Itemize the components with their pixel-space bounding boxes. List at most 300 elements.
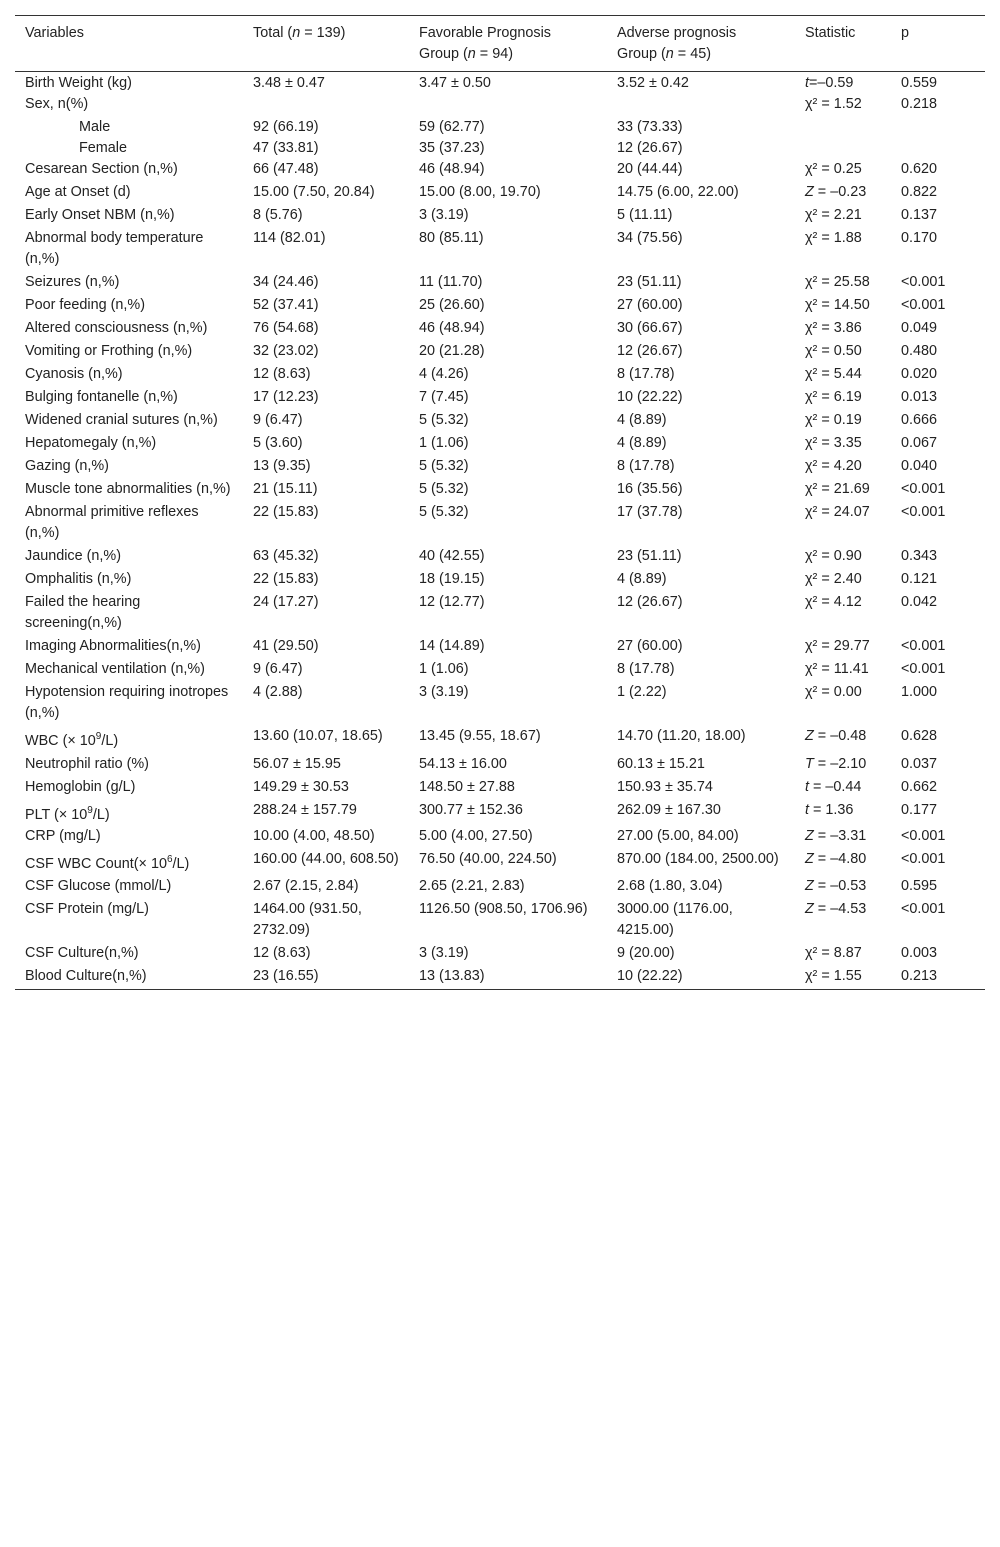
table-row <box>15 456 985 479</box>
cell-statistic <box>795 117 891 138</box>
cell-statistic <box>795 182 891 205</box>
cell-variable <box>15 272 243 295</box>
cell-total <box>243 94 409 117</box>
cell-statistic <box>795 726 891 754</box>
cell-variable <box>15 777 243 800</box>
cell-adverse: 20 (44.44) <box>617 161 683 177</box>
cell-adverse: 27.00 (5.00, 84.00) <box>617 827 739 844</box>
prognosis-table <box>15 15 985 990</box>
statistic-symbol: T <box>805 755 814 772</box>
statistic-symbol: χ² <box>805 638 818 654</box>
cell-adverse: 4 (8.89) <box>617 571 667 587</box>
header-adverse-prefix: Group ( <box>617 46 666 62</box>
cell-variable <box>15 295 243 318</box>
cell-p: 0.218 <box>901 96 938 112</box>
cell-favorable: 20 (21.28) <box>419 343 485 359</box>
table-row <box>15 479 985 502</box>
statistic-symbol: χ² <box>805 96 818 112</box>
cell-favorable: 54.13 ± 16.00 <box>419 755 507 772</box>
cell-variable <box>15 94 243 117</box>
cell-statistic <box>795 456 891 479</box>
table-row <box>15 659 985 682</box>
cell-p: 0.213 <box>901 968 938 985</box>
statistic-value: = 14.50 <box>817 297 870 313</box>
table-row <box>15 364 985 387</box>
cell-p: 0.822 <box>901 184 938 200</box>
variable-label: Neutrophil ratio (%) <box>25 755 149 772</box>
table-row <box>15 182 985 205</box>
cell-variable <box>15 456 243 479</box>
statistic-value: = 2.21 <box>817 207 862 223</box>
variable-label: PLT (× 10 <box>25 806 88 823</box>
cell-adverse: 60.13 ± 15.21 <box>617 755 705 772</box>
header-favorable-suffix: = 94) <box>475 46 514 62</box>
cell-total: 2.67 (2.15, 2.84) <box>253 878 359 895</box>
cell-p <box>891 117 985 138</box>
cell-favorable: 76.50 (40.00, 224.50) <box>419 850 557 867</box>
cell-total: 5 (3.60) <box>253 435 303 451</box>
table-row <box>15 754 985 777</box>
cell-p <box>891 138 985 159</box>
statistic-symbol: χ² <box>805 297 818 313</box>
cell-adverse: 12 (26.67) <box>617 594 683 610</box>
statistic-value: = –4.53 <box>813 901 867 918</box>
cell-p: 0.480 <box>901 343 938 359</box>
cell-total: 13.60 (10.07, 18.65) <box>253 728 383 744</box>
cell-variable <box>15 138 243 159</box>
cell-favorable: 15.00 (8.00, 19.70) <box>419 184 541 200</box>
table-row <box>15 295 985 318</box>
cell-variable <box>15 117 243 138</box>
cell-favorable: 12 (12.77) <box>419 594 485 610</box>
cell-favorable: 46 (48.94) <box>419 320 485 336</box>
variable-label: CSF Protein (mg/L) <box>25 901 149 918</box>
variable-label: Abnormal body temperature (n,%) <box>25 230 204 267</box>
statistic-value: = 11.41 <box>817 661 869 677</box>
cell-variable <box>15 433 243 456</box>
cell-total: 10.00 (4.00, 48.50) <box>253 827 375 844</box>
cell-variable <box>15 966 243 990</box>
cell-favorable: 13 (13.83) <box>419 968 485 985</box>
cell-adverse: 4 (8.89) <box>617 435 667 451</box>
statistic-symbol: Z <box>805 728 814 744</box>
cell-adverse: 16 (35.56) <box>617 481 683 497</box>
table-row <box>15 138 985 159</box>
table-row <box>15 433 985 456</box>
cell-total: 41 (29.50) <box>253 638 319 654</box>
variable-label: Gazing (n,%) <box>25 458 109 474</box>
variable-label: CSF WBC Count(× 10 <box>25 855 167 872</box>
cell-total: 149.29 ± 30.53 <box>253 778 349 795</box>
statistic-value: = 24.07 <box>817 504 870 520</box>
statistic-value: = 4.20 <box>817 458 862 474</box>
statistic-value: = –4.80 <box>813 850 867 867</box>
cell-variable <box>15 943 243 966</box>
statistic-value: = 29.77 <box>817 638 870 654</box>
cell-variable <box>15 182 243 205</box>
cell-variable <box>15 659 243 682</box>
table-row <box>15 826 985 849</box>
cell-adverse: 9 (20.00) <box>617 945 675 962</box>
cell-favorable: 1 (1.06) <box>419 435 469 451</box>
cell-total: 4 (2.88) <box>253 684 303 700</box>
statistic-value: = –0.53 <box>813 878 867 895</box>
cell-total: 76 (54.68) <box>253 320 319 336</box>
header-favorable <box>409 16 607 72</box>
variable-label: Bulging fontanelle (n,%) <box>25 389 178 405</box>
cell-statistic <box>795 433 891 456</box>
cell-total: 13 (9.35) <box>253 458 311 474</box>
table-row <box>15 410 985 433</box>
header-adverse-suffix: = 45) <box>673 46 712 62</box>
variable-unit: /L) <box>101 732 119 749</box>
variable-label: Male <box>79 119 111 135</box>
table-row <box>15 546 985 569</box>
statistic-symbol: χ² <box>805 366 818 382</box>
cell-adverse: 14.75 (6.00, 22.00) <box>617 184 739 200</box>
cell-p: 0.042 <box>901 594 938 610</box>
cell-p: 0.170 <box>901 230 938 246</box>
cell-p: <0.001 <box>901 481 946 497</box>
cell-adverse: 4 (8.89) <box>617 412 667 428</box>
cell-variable <box>15 826 243 849</box>
table-body <box>15 72 985 990</box>
statistic-symbol: χ² <box>805 435 818 451</box>
cell-statistic <box>795 636 891 659</box>
cell-total: 3.48 ± 0.47 <box>253 75 325 91</box>
statistic-value: = 0.90 <box>817 548 862 564</box>
cell-favorable <box>409 94 607 117</box>
cell-total: 12 (8.63) <box>253 366 311 382</box>
table-row <box>15 943 985 966</box>
cell-favorable: 148.50 ± 27.88 <box>419 778 515 795</box>
variable-label: Poor feeding (n,%) <box>25 297 145 313</box>
cell-variable <box>15 159 243 182</box>
cell-variable <box>15 592 243 636</box>
variable-label: Age at Onset (d) <box>25 184 131 200</box>
header-adverse-line1: Adverse prognosis <box>617 25 737 41</box>
cell-statistic <box>795 754 891 777</box>
statistic-value: = 5.44 <box>817 366 862 382</box>
cell-variable <box>15 682 243 726</box>
cell-adverse: 14.70 (11.20, 18.00) <box>617 728 746 744</box>
header-favorable-n: n <box>467 46 476 62</box>
cell-adverse: 17 (37.78) <box>617 504 683 520</box>
cell-p: 0.559 <box>901 75 938 91</box>
header-statistic: Statistic <box>805 25 856 41</box>
cell-p: 0.628 <box>901 728 938 744</box>
cell-adverse: 12 (26.67) <box>617 343 683 359</box>
statistic-value: = 0.19 <box>817 412 862 428</box>
variable-exponent: 9 <box>95 731 102 742</box>
table-header <box>15 16 985 72</box>
statistic-symbol: χ² <box>805 412 818 428</box>
table-row <box>15 876 985 899</box>
variable-exponent: 6 <box>166 853 173 865</box>
cell-adverse: 23 (51.11) <box>617 548 682 564</box>
cell-statistic <box>795 387 891 410</box>
cell-favorable: 1126.50 (908.50, 1706.96) <box>419 901 588 918</box>
statistic-value: = 2.40 <box>817 571 862 587</box>
statistic-symbol: t <box>805 801 809 818</box>
table-row <box>15 592 985 636</box>
variable-label: Seizures (n,%) <box>25 274 120 290</box>
table-row <box>15 899 985 943</box>
cell-favorable: 5 (5.32) <box>419 458 469 474</box>
variable-unit: /L) <box>172 855 190 872</box>
cell-variable <box>15 72 243 95</box>
statistic-symbol: χ² <box>805 161 818 177</box>
cell-p: <0.001 <box>901 638 946 654</box>
cell-total: 24 (17.27) <box>253 594 319 610</box>
cell-p: 0.013 <box>901 389 938 405</box>
statistic-value: = 8.87 <box>817 945 862 962</box>
cell-adverse: 8 (17.78) <box>617 661 675 677</box>
variable-unit: /L) <box>92 806 110 823</box>
cell-statistic <box>795 410 891 433</box>
cell-adverse: 2.68 (1.80, 3.04) <box>617 878 723 895</box>
statistic-value: = 0.25 <box>817 161 862 177</box>
cell-p: 0.620 <box>901 161 938 177</box>
cell-p: 0.049 <box>901 320 938 336</box>
variable-label: Hemoglobin (g/L) <box>25 778 136 795</box>
statistic-value: = 3.35 <box>817 435 862 451</box>
cell-statistic <box>795 364 891 387</box>
statistic-symbol: χ² <box>805 504 818 520</box>
statistic-value: = 1.36 <box>809 801 854 818</box>
cell-favorable: 300.77 ± 152.36 <box>419 801 523 818</box>
cell-statistic <box>795 479 891 502</box>
cell-variable <box>15 849 243 877</box>
statistic-symbol: χ² <box>805 548 818 564</box>
data-table-container <box>15 15 985 990</box>
table-row <box>15 318 985 341</box>
cell-favorable: 40 (42.55) <box>419 548 485 564</box>
statistic-value: = –3.31 <box>813 827 867 844</box>
cell-adverse: 5 (11.11) <box>617 207 673 223</box>
cell-favorable: 14 (14.89) <box>419 638 485 654</box>
cell-statistic <box>795 777 891 800</box>
variable-label: Birth Weight (kg) <box>25 75 132 91</box>
table-row <box>15 341 985 364</box>
cell-adverse: 1 (2.22) <box>617 684 667 700</box>
header-favorable-prefix: Group ( <box>419 46 468 62</box>
cell-favorable: 3 (3.19) <box>419 945 469 962</box>
table-row <box>15 117 985 138</box>
cell-p: 0.040 <box>901 458 938 474</box>
table-row <box>15 272 985 295</box>
cell-p: 0.020 <box>901 366 938 382</box>
variable-label: Mechanical ventilation (n,%) <box>25 661 205 677</box>
cell-p: 0.666 <box>901 412 938 428</box>
statistic-value: = 0.50 <box>817 343 862 359</box>
table-row <box>15 387 985 410</box>
cell-adverse: 3.52 ± 0.42 <box>617 75 689 91</box>
cell-adverse: 27 (60.00) <box>617 297 683 313</box>
statistic-symbol: χ² <box>805 320 818 336</box>
cell-variable <box>15 754 243 777</box>
header-variables: Variables <box>25 25 84 41</box>
cell-favorable: 25 (26.60) <box>419 297 485 313</box>
cell-statistic <box>795 569 891 592</box>
cell-statistic <box>795 159 891 182</box>
statistic-value: = –0.44 <box>809 778 862 795</box>
cell-favorable: 1 (1.06) <box>419 661 469 677</box>
cell-statistic <box>795 272 891 295</box>
statistic-symbol: χ² <box>805 458 818 474</box>
statistic-symbol: χ² <box>805 343 818 359</box>
cell-total: 17 (12.23) <box>253 389 319 405</box>
header-adverse-n: n <box>665 46 674 62</box>
cell-statistic <box>795 341 891 364</box>
cell-p: 0.067 <box>901 435 938 451</box>
cell-total: 8 (5.76) <box>253 207 303 223</box>
cell-favorable: 3.47 ± 0.50 <box>419 75 491 91</box>
statistic-symbol: Z <box>805 878 814 895</box>
cell-statistic <box>795 295 891 318</box>
statistic-symbol: t <box>805 75 809 91</box>
table-row <box>15 159 985 182</box>
statistic-symbol: χ² <box>805 274 818 290</box>
cell-p: 0.343 <box>901 548 938 564</box>
header-favorable-line1: Favorable Prognosis <box>419 25 551 41</box>
statistic-value: =–0.59 <box>809 75 854 91</box>
cell-statistic <box>795 318 891 341</box>
table-row <box>15 726 985 754</box>
cell-statistic <box>795 800 891 826</box>
variable-label: Vomiting or Frothing (n,%) <box>25 343 193 359</box>
table-row <box>15 800 985 826</box>
cell-favorable: 13.45 (9.55, 18.67) <box>419 728 541 744</box>
statistic-symbol: χ² <box>805 968 818 985</box>
statistic-symbol: χ² <box>805 684 818 700</box>
cell-variable <box>15 800 243 826</box>
cell-favorable: 80 (85.11) <box>419 230 484 246</box>
cell-adverse <box>607 94 795 117</box>
variable-label: WBC (× 10 <box>25 732 96 749</box>
statistic-symbol: χ² <box>805 207 818 223</box>
variable-label: Widened cranial sutures (n,%) <box>25 412 218 428</box>
cell-favorable: 3 (3.19) <box>419 207 469 223</box>
statistic-value: = 1.88 <box>817 230 862 246</box>
statistic-symbol: χ² <box>805 661 818 677</box>
cell-adverse: 8 (17.78) <box>617 458 675 474</box>
cell-statistic <box>795 876 891 899</box>
cell-statistic <box>795 849 891 877</box>
cell-total: 56.07 ± 15.95 <box>253 755 341 772</box>
cell-p: 0.662 <box>901 778 938 795</box>
cell-statistic <box>795 682 891 726</box>
variable-label: Cyanosis (n,%) <box>25 366 123 382</box>
cell-statistic <box>795 72 891 95</box>
cell-total: 9 (6.47) <box>253 412 303 428</box>
statistic-symbol: Z <box>805 850 814 867</box>
cell-variable <box>15 569 243 592</box>
cell-adverse: 34 (75.56) <box>617 230 683 246</box>
cell-statistic <box>795 94 891 117</box>
cell-variable <box>15 479 243 502</box>
cell-p: 0.177 <box>901 801 938 818</box>
cell-variable <box>15 636 243 659</box>
cell-total: 92 (66.19) <box>253 119 319 135</box>
cell-variable <box>15 387 243 410</box>
cell-total: 15.00 (7.50, 20.84) <box>253 184 375 200</box>
cell-statistic <box>795 138 891 159</box>
variable-label: Imaging Abnormalities(n,%) <box>25 638 201 654</box>
cell-p: 1.000 <box>901 684 938 700</box>
table-row <box>15 849 985 877</box>
statistic-symbol: Z <box>805 901 814 918</box>
statistic-symbol: Z <box>805 827 814 844</box>
variable-label: Altered consciousness (n,%) <box>25 320 208 336</box>
cell-p: 0.121 <box>901 571 938 587</box>
cell-total: 23 (16.55) <box>253 968 319 985</box>
cell-total: 288.24 ± 157.79 <box>253 801 357 818</box>
cell-variable <box>15 726 243 754</box>
cell-variable <box>15 502 243 546</box>
cell-p: 0.037 <box>901 755 938 772</box>
header-total-prefix: Total ( <box>253 25 293 41</box>
cell-variable <box>15 341 243 364</box>
cell-total: 66 (47.48) <box>253 161 319 177</box>
variable-label: Jaundice (n,%) <box>25 548 121 564</box>
cell-total: 22 (15.83) <box>253 504 319 520</box>
cell-variable <box>15 410 243 433</box>
variable-label: Female <box>79 140 127 156</box>
cell-variable <box>15 205 243 228</box>
cell-p: <0.001 <box>901 901 946 918</box>
variable-label: Blood Culture(n,%) <box>25 968 147 985</box>
cell-adverse: 262.09 ± 167.30 <box>617 801 721 818</box>
statistic-symbol: t <box>805 778 809 795</box>
cell-p: 0.003 <box>901 945 938 962</box>
table-row <box>15 502 985 546</box>
statistic-symbol: χ² <box>805 230 818 246</box>
variable-label: Sex, n(%) <box>25 96 89 112</box>
variable-label: CSF Glucose (mmol/L) <box>25 878 172 895</box>
cell-p: 0.137 <box>901 207 938 223</box>
cell-total: 47 (33.81) <box>253 140 319 156</box>
statistic-symbol: χ² <box>805 594 818 610</box>
statistic-value: = –0.23 <box>813 184 867 200</box>
statistic-value: = 25.58 <box>817 274 870 290</box>
cell-adverse: 33 (73.33) <box>617 119 683 135</box>
header-adverse <box>607 16 795 72</box>
statistic-value: = –2.10 <box>813 755 867 772</box>
cell-statistic <box>795 502 891 546</box>
cell-adverse: 10 (22.22) <box>617 968 683 985</box>
cell-adverse: 8 (17.78) <box>617 366 675 382</box>
table-row <box>15 205 985 228</box>
cell-total: 52 (37.41) <box>253 297 319 313</box>
cell-statistic <box>795 659 891 682</box>
cell-adverse: 12 (26.67) <box>617 140 683 156</box>
statistic-symbol: χ² <box>805 389 818 405</box>
cell-statistic <box>795 899 891 943</box>
statistic-symbol: χ² <box>805 481 818 497</box>
variable-label: CSF Culture(n,%) <box>25 945 139 962</box>
cell-p: <0.001 <box>901 661 946 677</box>
cell-favorable: 18 (19.15) <box>419 571 485 587</box>
cell-variable <box>15 364 243 387</box>
table-row <box>15 569 985 592</box>
variable-label: Early Onset NBM (n,%) <box>25 207 175 223</box>
cell-favorable: 59 (62.77) <box>419 119 485 135</box>
cell-variable <box>15 228 243 272</box>
table-row <box>15 682 985 726</box>
statistic-value: = –0.48 <box>813 728 867 744</box>
cell-adverse: 3000.00 (1176.00, 4215.00) <box>617 901 733 939</box>
